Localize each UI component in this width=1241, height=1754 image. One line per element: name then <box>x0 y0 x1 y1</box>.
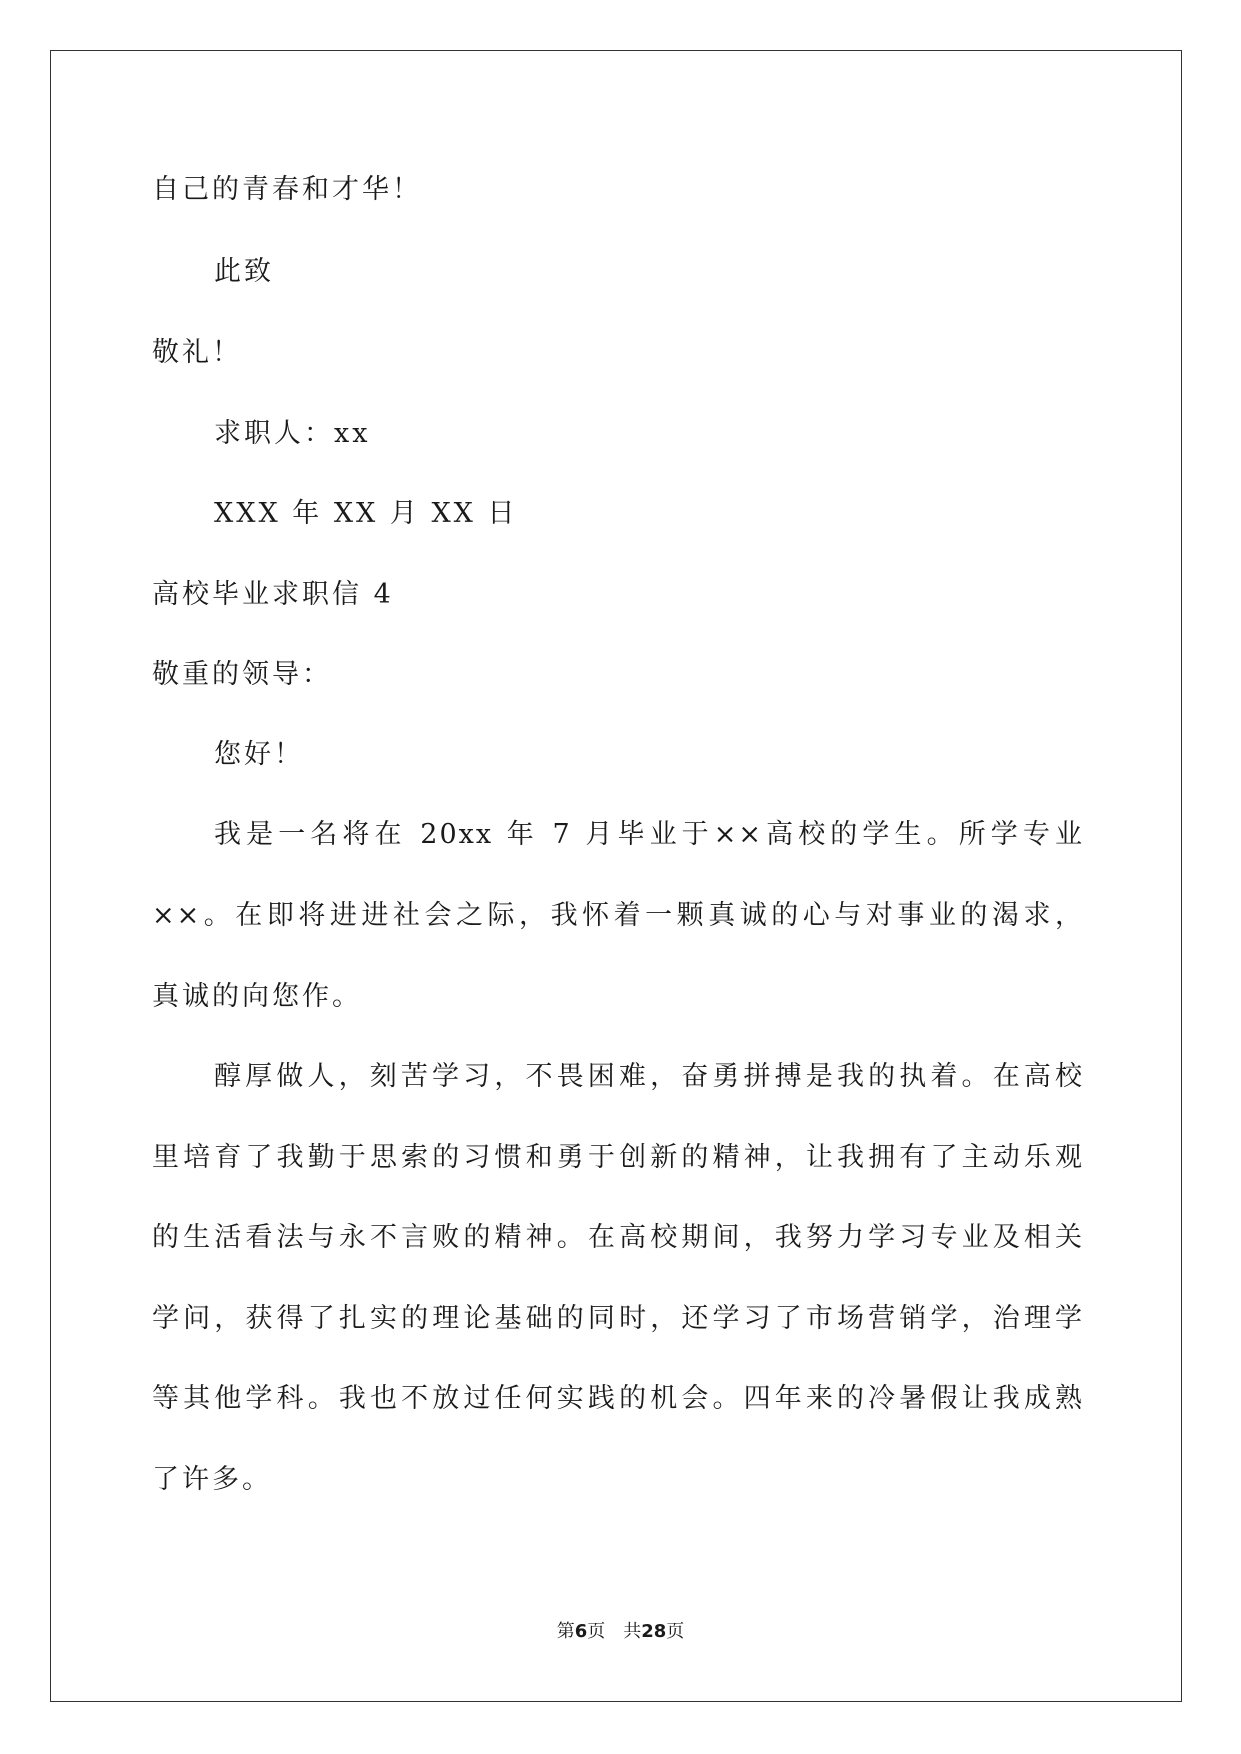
page-suffix: 页 <box>587 1621 606 1642</box>
text-line-hello: 您好！ <box>214 739 304 770</box>
paragraph-line: 醇厚做人，刻苦学习，不畏困难，奋勇拼搏是我的执着。在高校 <box>214 1061 1084 1092</box>
text-line-applicant: 求职人：xx <box>214 418 371 449</box>
total-suffix: 页 <box>666 1621 685 1642</box>
total-pages: 28 <box>641 1621 667 1642</box>
paragraph-line: 里培育了我勤于思索的习惯和勇于创新的精神，让我拥有了主动乐观 <box>152 1142 1084 1173</box>
page-border <box>50 50 1182 1702</box>
total-prefix: 共 <box>623 1621 642 1642</box>
paragraph-line: 了许多。 <box>152 1464 272 1495</box>
paragraph-line: 真诚的向您作。 <box>152 981 362 1012</box>
page-number: 6 <box>574 1621 588 1642</box>
section-heading: 高校毕业求职信 4 <box>152 579 394 610</box>
text-line-jingli: 敬礼！ <box>152 337 242 368</box>
paragraph-line: 学问，获得了扎实的理论基础的同时，还学习了市场营销学，治理学 <box>152 1303 1084 1334</box>
page-footer <box>0 1620 1241 1644</box>
paragraph-line: ××。在即将进进社会之际，我怀着一颗真诚的心与对事业的渴求， <box>152 900 1084 931</box>
text-line-greeting-recipient: 敬重的领导： <box>152 659 332 690</box>
page-prefix: 第 <box>556 1621 575 1642</box>
text-line-salutation-cizhi: 此致 <box>214 256 274 287</box>
paragraph-line: 等其他学科。我也不放过任何实践的机会。四年来的冷暑假让我成熟 <box>152 1383 1084 1414</box>
text-line-closing-sentence: 自己的青春和才华！ <box>152 174 422 205</box>
text-line-date: XXX 年 XX 月 XX 日 <box>214 498 518 529</box>
paragraph-line: 我是一名将在 20xx 年 7 月毕业于××高校的学生。所学专业 <box>214 819 1084 850</box>
paragraph-line: 的生活看法与永不言败的精神。在高校期间，我努力学习专业及相关 <box>152 1222 1084 1253</box>
